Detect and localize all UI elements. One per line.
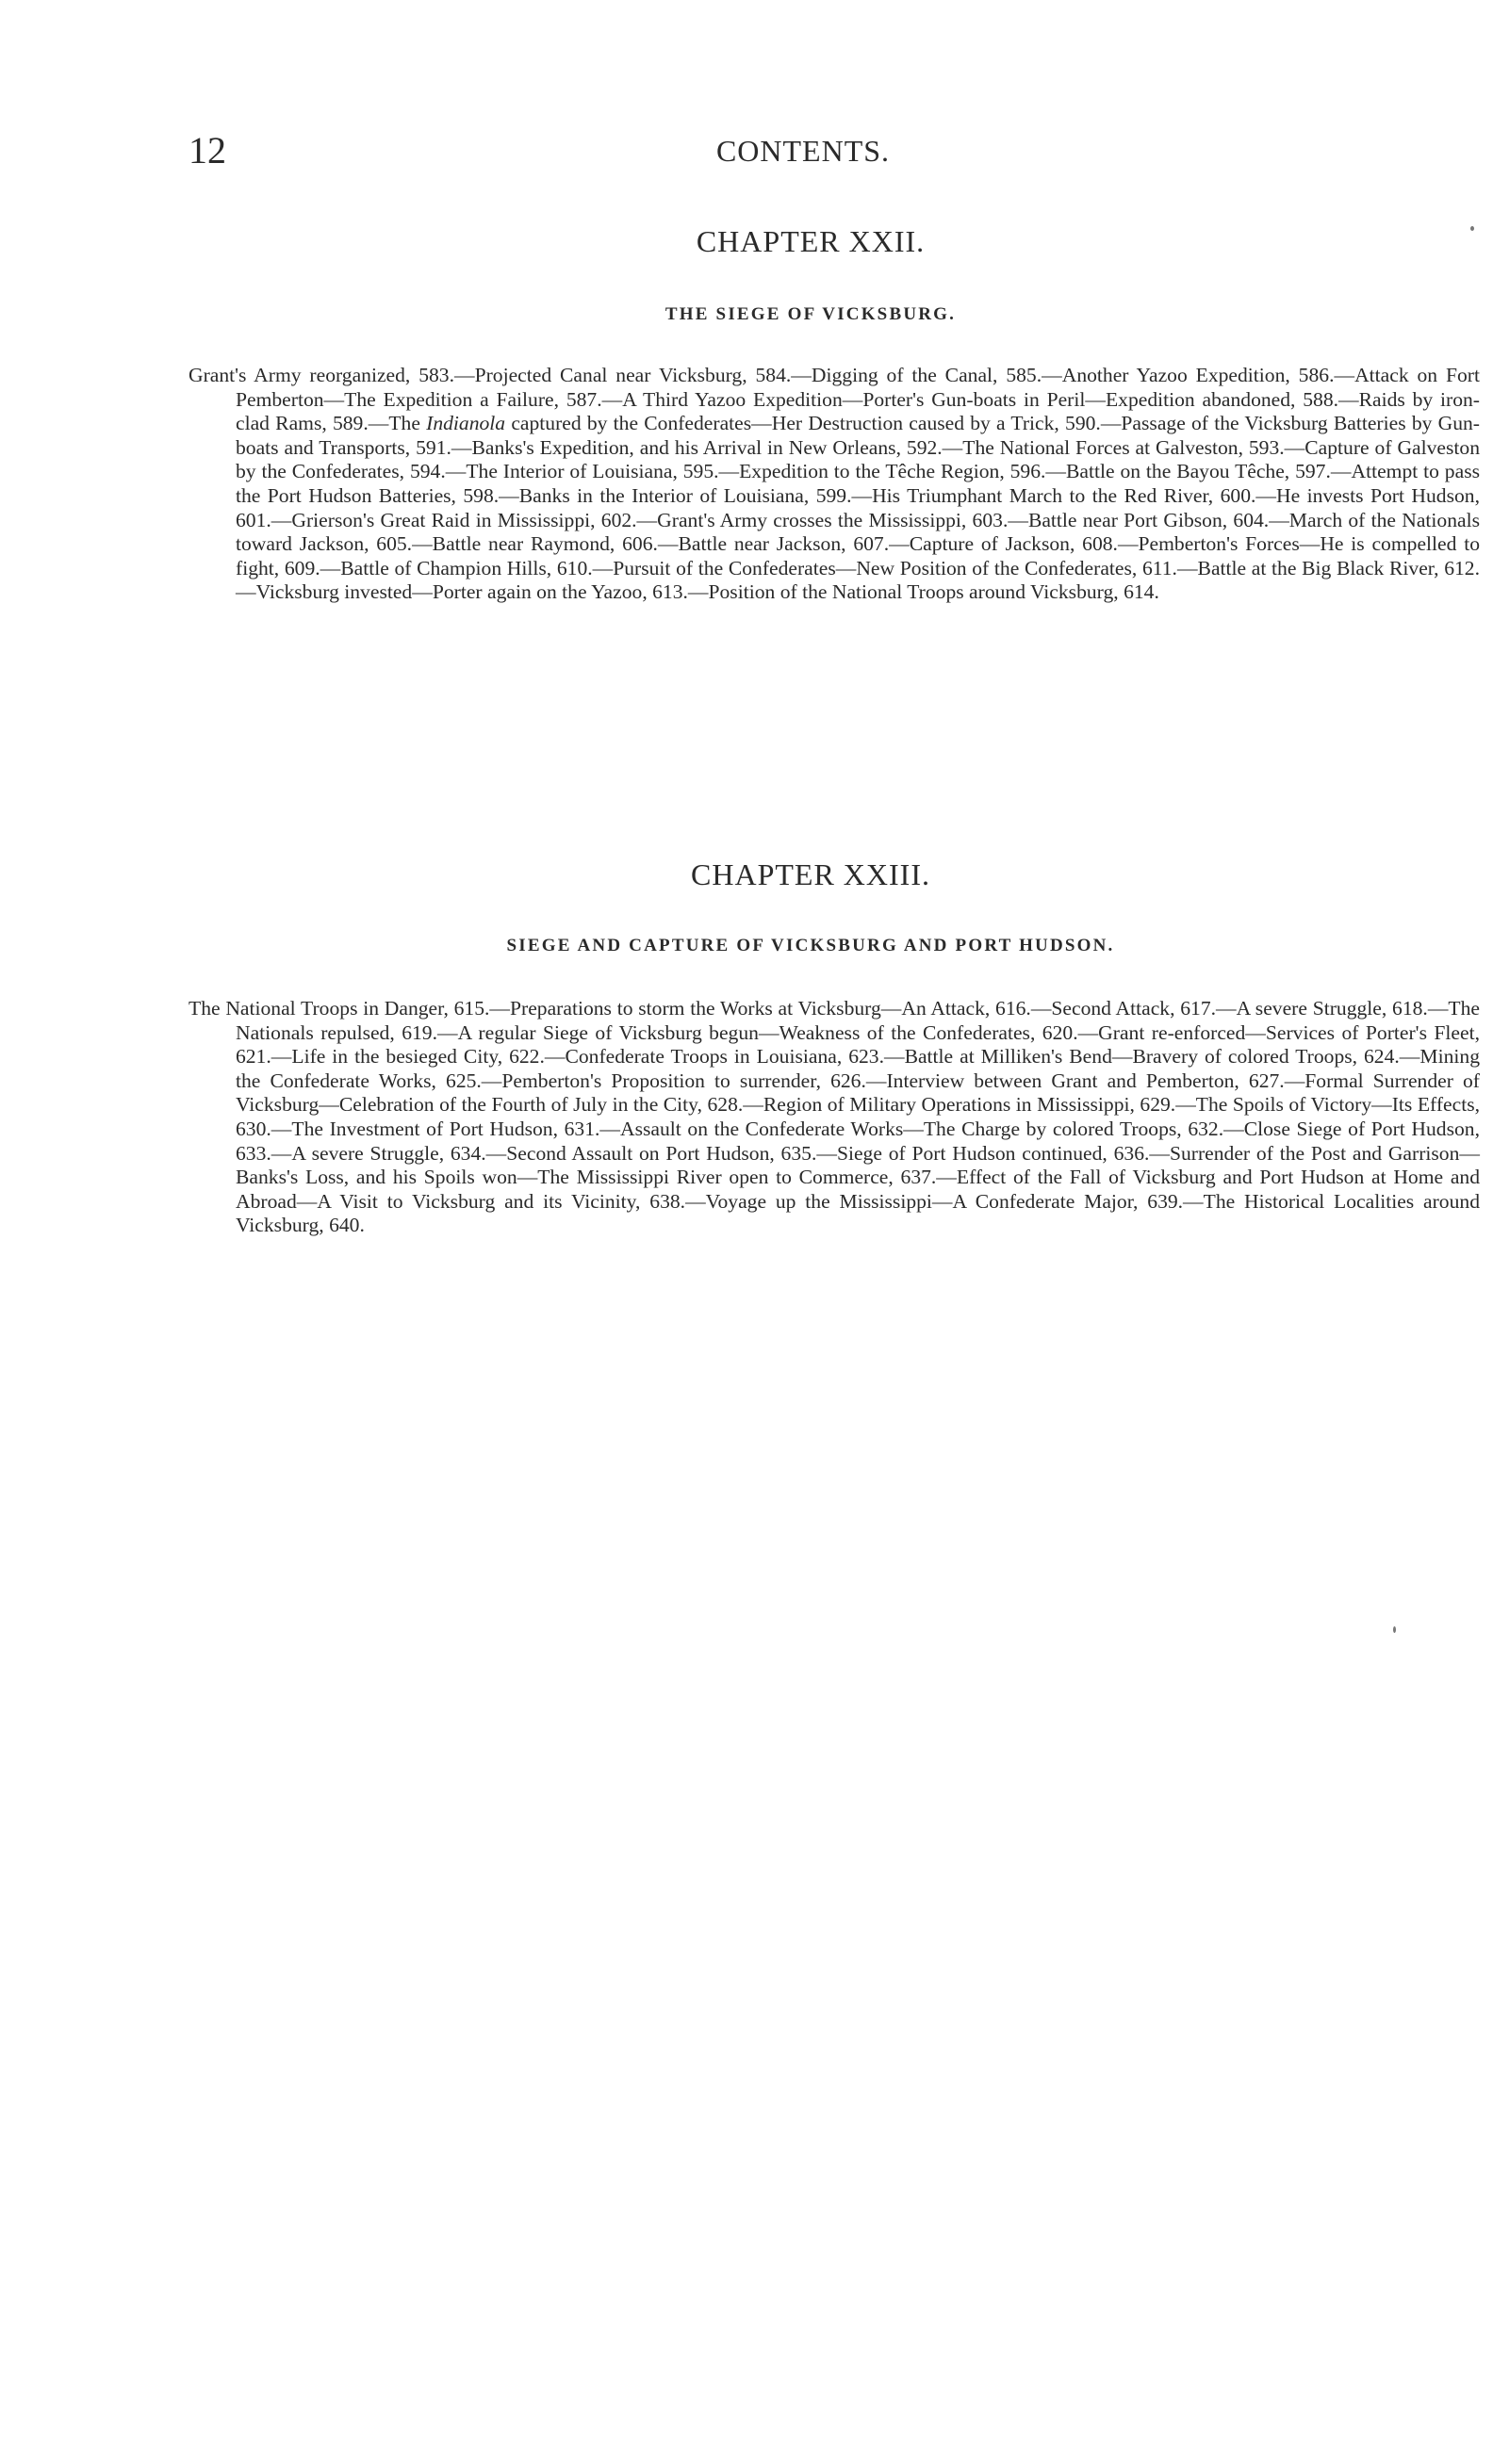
paper-speck bbox=[1470, 226, 1474, 231]
page-number: 12 bbox=[189, 129, 226, 171]
summary-text-end: captured by the Confederates—Her Destruction caused by a Trick, 590.—Passage of the Vicksburg Batteries by Gun-boats and Transports, 591.—Banks's Expedition, and his Arrival in New Orleans, 592.—The National Forces at Galveston, 593.—Capture of Galveston by the Confederates, 594.—The Interior of Louisiana, 595.—Expedition to the Têche Region, 596.—Battle on the Bayou Têche, 597.—Attempt to pass the Port Hudson Batteries, 598.—Banks in the Interior of Louisiana, 599.—His Triumphant March to the Red River, 600.—He invests Port Hudson, 601.—Grierson's Great Raid in Mississippi, 602.—Grant's Army crosses the Mississippi, 603.—Battle near Port Gibson, 604.—March of the Nationals toward Jackson, 605.—Battle near Raymond, 606.—Battle near Jackson, 607.—Capture of Jackson, 608.—Pemberton's Forces—He is compelled to fight, 609.—Battle of Champion Hills, 610.—Pursuit of the Confederates—New Position of the Confederates, 611.—Battle at the Big Black River, 612.—Vicksburg invested—Porter again on the Yazoo, 613.—Position of the National Troops around Vicksburg, 614. bbox=[236, 412, 1480, 604]
chapter-summary: The National Troops in Danger, 615.—Preparations to storm the Works at Vicksburg—An Attack, 616.—Second Attack, 617.—A severe Struggle, 618.—The Nationals repulsed, 619.—A regular Siege of Vicksburg begun—Weakness of the Confederates, 620.—Grant re-enforced—Services of Porter's Fleet, 621.—Life in the besieged City, 622.—Confederate Troops in Louisiana, 623.—Battle at Milliken's Bend—Bravery of colored Troops, 624.—Mining the Confederate Works, 625.—Pemberton's Proposition to surrender, 626.—Interview between Grant and Pemberton, 627.—Formal Surrender of Vicksburg—Celebration of the Fourth of July in the City, 628.—Region of Military Operations in Mississippi, 629.—The Spoils of Victory—Its Effects, 630.—The Investment of Port Hudson, 631.—Assault on the Confederate Works—The Charge by colored Troops, 632.—Close Siege of Port Hudson, 633.—A severe Struggle, 634.—Second Assault on Port Hudson, 635.—Siege of Port Hudson continued, 636.—Surrender of the Post and Garrison—Banks's Loss, and his Spoils won—The Mississippi River open to Commerce, 637.—Effect of the Fall of Vicksburg and Port Hudson at Home and Abroad—A Visit to Vicksburg and its Vicinity, 638.—Voyage up the Mississippi—A Confederate Major, 639.—The Historical Localities around Vicksburg, 640. bbox=[189, 997, 1480, 1237]
chapter-title: CHAPTER XXIII. bbox=[691, 857, 930, 891]
chapter-summary bbox=[189, 364, 1480, 605]
running-title: CONTENTS. bbox=[715, 134, 891, 168]
chapter-subtitle: THE SIEGE OF VICKSBURG. bbox=[664, 304, 957, 324]
ship-name: Indianola bbox=[426, 412, 506, 435]
chapter-title: CHAPTER XXII. bbox=[696, 224, 926, 258]
paper-speck bbox=[1393, 1626, 1396, 1633]
summary-text-start: Grant's Army reorganized, 583.—Projected Canal near Vicksburg, 584.—Digging of the Canal, 585.—Another Yazoo Expedition, 586.—Attack on Fort Pemberton—The Expedition a Failure, 587.—A Third Yazoo Expedition—Porter's Gun-boats in Peril—Expedition abandoned, 588.—Raids by iron-clad Rams, 589.—The bbox=[189, 364, 1480, 435]
chapter-subtitle: SIEGE AND CAPTURE OF VICKSBURG AND PORT HUDSON. bbox=[506, 936, 1115, 955]
